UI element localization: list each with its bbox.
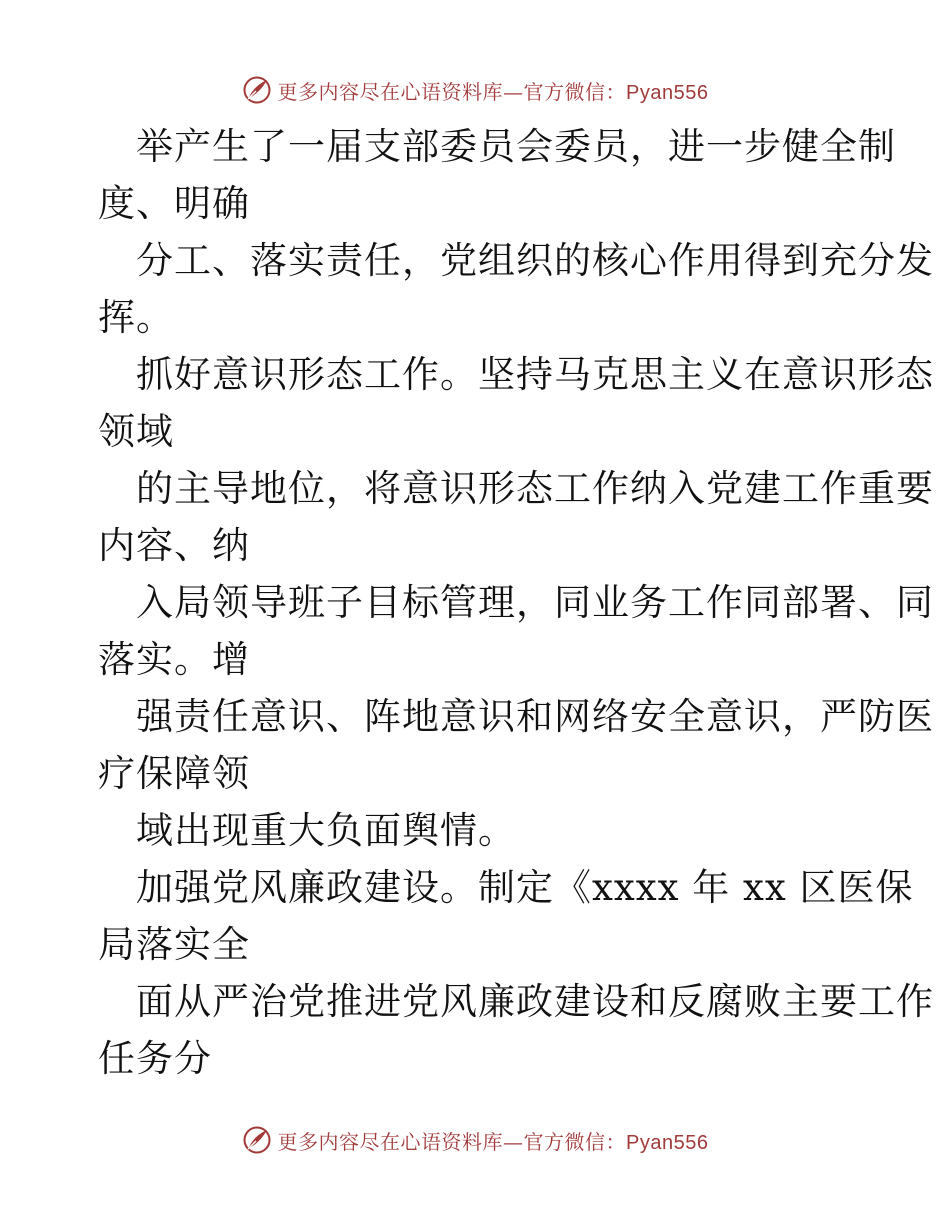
footer-banner: [0, 1120, 950, 1160]
body-line: 加强党风廉政建设。制定《xxxx 年 xx 区医保: [136, 866, 914, 909]
header-banner-content: [242, 75, 709, 105]
body-line: 疗保障领: [98, 752, 250, 795]
header-banner-text: 更多内容尽在心语资料库—官方微信：Pyan556: [277, 79, 709, 104]
body-line: 域出现重大负面舆情。: [136, 809, 516, 852]
body-line: 入局领导班子目标管理，同业务工作同部署、同: [136, 581, 934, 624]
body-line: 局落实全: [98, 923, 250, 966]
body-line: 分工、落实责任，党组织的核心作用得到充分发: [136, 239, 934, 282]
body-line: 强责任意识、阵地意识和网络安全意识，严防医: [136, 695, 934, 738]
feather-pen-icon: [242, 1125, 272, 1155]
wechat-handle: Pyan556: [626, 81, 709, 104]
body-line: 落实。增: [98, 638, 250, 681]
document-body: [98, 118, 934, 1087]
feather-pen-icon: [242, 75, 272, 105]
body-line: 领域: [98, 410, 174, 453]
body-line: 挥。: [98, 296, 174, 339]
header-banner: [0, 70, 950, 110]
body-line: 的主导地位，将意识形态工作纳入党建工作重要: [136, 467, 934, 510]
footer-banner-content: [242, 1125, 709, 1155]
body-line: 度、明确: [98, 182, 250, 225]
body-line: 内容、纳: [98, 524, 250, 567]
wechat-handle: Pyan556: [626, 1131, 709, 1154]
body-line: 面从严治党推进党风廉政建设和反腐败主要工作: [136, 980, 934, 1023]
body-line: 抓好意识形态工作。坚持马克思主义在意识形态: [136, 353, 934, 396]
body-line: 举产生了一届支部委员会委员，进一步健全制: [136, 125, 896, 168]
footer-banner-text: 更多内容尽在心语资料库—官方微信：Pyan556: [277, 1129, 709, 1154]
body-line: 任务分: [98, 1037, 212, 1080]
